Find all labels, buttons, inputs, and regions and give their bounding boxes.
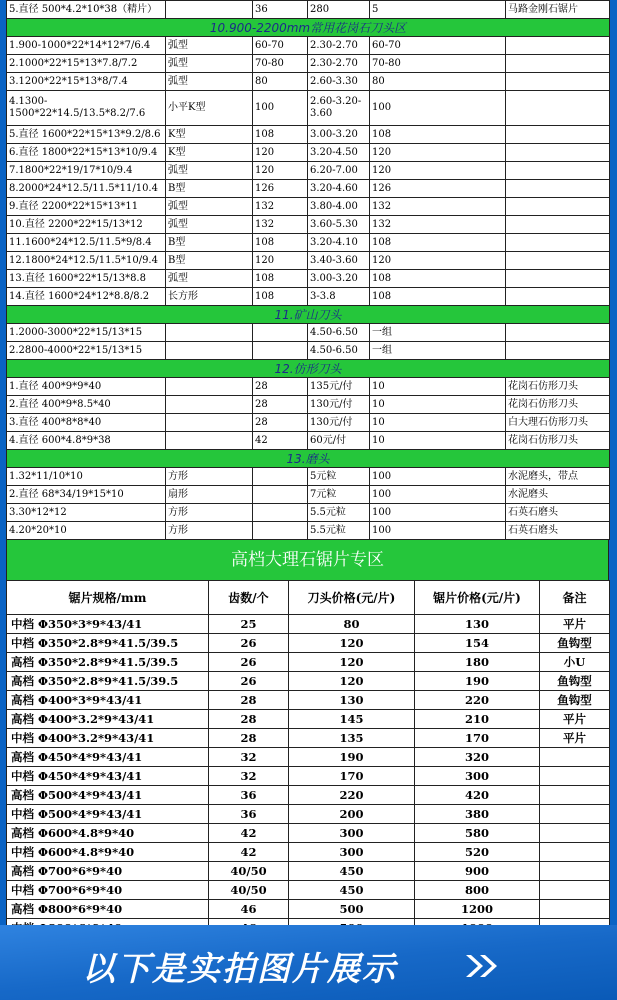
spec-cell: 3.1200*22*15*13*8/7.4 — [7, 73, 166, 91]
spec-row — [7, 37, 610, 55]
teeth-cell — [253, 342, 308, 360]
spec-cell: 2.直径 68*34/19*15*10 — [7, 486, 166, 504]
price-cell: 3.20-4.10 — [308, 234, 370, 252]
teeth-count: 46 — [209, 900, 289, 919]
teeth-count: 26 — [209, 634, 289, 653]
teeth-count: 36 — [209, 786, 289, 805]
type-cell: 长方形 — [166, 288, 253, 306]
teeth-cell: 126 — [253, 180, 308, 198]
segment-price: 145 — [289, 710, 415, 729]
type-cell: 方形 — [166, 522, 253, 540]
spec-row — [7, 342, 610, 360]
premium-row — [7, 805, 610, 824]
teeth-count: 32 — [209, 748, 289, 767]
note-cell — [506, 288, 610, 306]
spec-cell: 7.1800*22*19/17*10/9.4 — [7, 162, 166, 180]
segment-price: 220 — [289, 786, 415, 805]
remark: 平片 — [540, 729, 610, 748]
type-cell: B型 — [166, 252, 253, 270]
spec-row — [7, 324, 610, 342]
note-cell: 马路金刚石锯片 — [506, 1, 610, 19]
note-cell — [506, 126, 610, 144]
teeth-count: 28 — [209, 729, 289, 748]
type-cell: 方形 — [166, 468, 253, 486]
remark — [540, 881, 610, 900]
remark: 平片 — [540, 615, 610, 634]
remark: 小U — [540, 653, 610, 672]
spec-row — [7, 486, 610, 504]
teeth-count: 40/50 — [209, 881, 289, 900]
type-cell — [166, 396, 253, 414]
teeth-cell — [253, 504, 308, 522]
spec-row — [7, 198, 610, 216]
price-cell: 6.20-7.00 — [308, 162, 370, 180]
premium-row — [7, 862, 610, 881]
blade-price: 180 — [415, 653, 540, 672]
teeth-cell — [253, 486, 308, 504]
note-cell — [506, 91, 610, 126]
teeth-cell: 28 — [253, 414, 308, 432]
note-cell — [506, 55, 610, 73]
price-cell: 5元粒 — [308, 468, 370, 486]
segment-price: 450 — [289, 881, 415, 900]
spec-cell: 1.2000-3000*22*15/13*15 — [7, 324, 166, 342]
blade-spec: 高档 Φ700*6*9*40 — [7, 862, 209, 881]
section-header-row — [7, 306, 610, 324]
teeth-cell: 60-70 — [253, 37, 308, 55]
note-cell — [506, 324, 610, 342]
note-cell — [506, 252, 610, 270]
spec-row — [7, 216, 610, 234]
segment-price: 120 — [289, 672, 415, 691]
teeth-count: 36 — [209, 805, 289, 824]
type-cell: 弧型 — [166, 162, 253, 180]
price-cell: 135元/付 — [308, 378, 370, 396]
type-cell: 弧型 — [166, 216, 253, 234]
spec-row — [7, 55, 610, 73]
segment-price: 170 — [289, 767, 415, 786]
qty-cell: 120 — [370, 252, 506, 270]
segment-price: 135 — [289, 729, 415, 748]
teeth-cell — [253, 324, 308, 342]
premium-row — [7, 900, 610, 919]
price-cell: 2.30-2.70 — [308, 37, 370, 55]
type-cell: 弧型 — [166, 73, 253, 91]
qty-cell: 132 — [370, 216, 506, 234]
blade-spec: 高档 Φ800*6*9*40 — [7, 900, 209, 919]
qty-cell: 5 — [370, 1, 506, 19]
blade-spec: 高档 Φ450*4*9*43/41 — [7, 748, 209, 767]
note-cell: 水泥磨头 — [506, 486, 610, 504]
type-cell: 弧型 — [166, 270, 253, 288]
premium-zone-title: 高档大理石锯片专区 — [6, 540, 609, 580]
spec-row — [7, 270, 610, 288]
remark — [540, 748, 610, 767]
note-cell — [506, 162, 610, 180]
type-cell — [166, 414, 253, 432]
remark: 平片 — [540, 710, 610, 729]
qty-cell: 100 — [370, 522, 506, 540]
section-header-row — [7, 450, 610, 468]
premium-row — [7, 615, 610, 634]
teeth-count: 42 — [209, 843, 289, 862]
qty-cell: 70-80 — [370, 55, 506, 73]
spec-cell: 3.直径 400*8*8*40 — [7, 414, 166, 432]
header-spec: 锯片规格/mm — [7, 581, 209, 615]
type-cell — [166, 378, 253, 396]
qty-cell: 108 — [370, 126, 506, 144]
qty-cell: 120 — [370, 162, 506, 180]
premium-table — [6, 580, 610, 938]
price-cell: 3.00-3.20 — [308, 126, 370, 144]
note-cell: 花岗石仿形刀头 — [506, 378, 610, 396]
qty-cell: 132 — [370, 198, 506, 216]
qty-cell: 100 — [370, 468, 506, 486]
spec-cell: 10.直径 2200*22*15/13*12 — [7, 216, 166, 234]
remark — [540, 862, 610, 881]
spec-row — [7, 414, 610, 432]
note-cell: 石英石磨头 — [506, 522, 610, 540]
price-cell: 3-3.8 — [308, 288, 370, 306]
remark — [540, 843, 610, 862]
spec-row — [7, 288, 610, 306]
teeth-cell: 108 — [253, 234, 308, 252]
blade-price: 800 — [415, 881, 540, 900]
spec-row — [7, 234, 610, 252]
spec-cell: 4.1300-1500*22*14.5/13.5*8.2/7.6 — [7, 91, 166, 126]
price-cell: 2.30-2.70 — [308, 55, 370, 73]
segment-price: 80 — [289, 615, 415, 634]
spec-row — [7, 73, 610, 91]
price-cell: 280 — [308, 1, 370, 19]
remark — [540, 900, 610, 919]
premium-row — [7, 881, 610, 900]
qty-cell: 120 — [370, 144, 506, 162]
header-remark: 备注 — [540, 581, 610, 615]
price-cell: 3.40-3.60 — [308, 252, 370, 270]
note-cell — [506, 144, 610, 162]
price-cell: 2.60-3.30 — [308, 73, 370, 91]
spec-row — [7, 432, 610, 450]
blade-spec: 中档 Φ350*3*9*43/41 — [7, 615, 209, 634]
price-cell: 7元粒 — [308, 486, 370, 504]
segment-price: 200 — [289, 805, 415, 824]
header-blade-price: 锯片价格(元/片) — [415, 581, 540, 615]
blade-spec: 高档 Φ350*2.8*9*41.5/39.5 — [7, 653, 209, 672]
remark: 鱼钩型 — [540, 634, 610, 653]
qty-cell: 108 — [370, 288, 506, 306]
teeth-count: 25 — [209, 615, 289, 634]
note-cell — [506, 270, 610, 288]
qty-cell: 100 — [370, 486, 506, 504]
blade-spec: 高档 Φ400*3.2*9*43/41 — [7, 710, 209, 729]
spec-cell: 5.直径 1600*22*15*13*9.2/8.6 — [7, 126, 166, 144]
blade-price: 380 — [415, 805, 540, 824]
blade-price: 320 — [415, 748, 540, 767]
price-cell: 5.5元粒 — [308, 504, 370, 522]
price-cell: 3.00-3.20 — [308, 270, 370, 288]
header-teeth: 齿数/个 — [209, 581, 289, 615]
qty-cell: 10 — [370, 378, 506, 396]
teeth-cell: 108 — [253, 126, 308, 144]
qty-cell: 一组 — [370, 342, 506, 360]
spec-cell: 1.900-1000*22*14*12*7/6.4 — [7, 37, 166, 55]
segment-price: 130 — [289, 691, 415, 710]
blade-spec: 高档 Φ600*4.8*9*40 — [7, 824, 209, 843]
blade-spec: 高档 Φ500*4*9*43/41 — [7, 786, 209, 805]
blade-price: 300 — [415, 767, 540, 786]
price-cell: 2.60-3.20-3.60 — [308, 91, 370, 126]
spec-table — [6, 0, 610, 540]
type-cell: 小平K型 — [166, 91, 253, 126]
qty-cell: 一组 — [370, 324, 506, 342]
premium-row — [7, 767, 610, 786]
blade-price: 190 — [415, 672, 540, 691]
spec-cell: 9.直径 2200*22*15*13*11 — [7, 198, 166, 216]
blade-spec: 中档 Φ400*3.2*9*43/41 — [7, 729, 209, 748]
type-cell: B型 — [166, 234, 253, 252]
spec-row — [7, 91, 610, 126]
spec-cell: 5.直径 500*4.2*10*38（精片） — [7, 1, 166, 19]
premium-header-row — [7, 581, 610, 615]
premium-row — [7, 843, 610, 862]
remark — [540, 786, 610, 805]
header-segment-price: 刀头价格(元/片) — [289, 581, 415, 615]
section-title: 13.磨头 — [7, 450, 610, 468]
premium-row — [7, 672, 610, 691]
segment-price: 300 — [289, 843, 415, 862]
teeth-count: 40/50 — [209, 862, 289, 881]
blade-price: 220 — [415, 691, 540, 710]
premium-row — [7, 634, 610, 653]
blade-spec: 中档 Φ700*6*9*40 — [7, 881, 209, 900]
section-title: 12.仿形刀头 — [7, 360, 610, 378]
spec-cell: 11.1600*24*12.5/11.5*9/8.4 — [7, 234, 166, 252]
teeth-cell: 42 — [253, 432, 308, 450]
premium-row — [7, 748, 610, 767]
qty-cell: 108 — [370, 234, 506, 252]
remark — [540, 767, 610, 786]
teeth-count: 26 — [209, 672, 289, 691]
type-cell: 弧型 — [166, 198, 253, 216]
spec-cell: 13.直径 1600*22*15/13*8.8 — [7, 270, 166, 288]
price-cell: 60元/付 — [308, 432, 370, 450]
spec-row — [7, 396, 610, 414]
note-cell: 花岗石仿形刀头 — [506, 432, 610, 450]
section-title: 10.900-2200mm常用花岗石刀头区 — [7, 19, 610, 37]
type-cell: 弧型 — [166, 37, 253, 55]
teeth-cell: 132 — [253, 198, 308, 216]
type-cell — [166, 324, 253, 342]
blade-price: 580 — [415, 824, 540, 843]
segment-price: 450 — [289, 862, 415, 881]
section-title: 11.矿山刀头 — [7, 306, 610, 324]
spec-cell: 2.直径 400*9*8.5*40 — [7, 396, 166, 414]
type-cell: K型 — [166, 144, 253, 162]
spec-cell: 2.1000*22*15*13*7.8/7.2 — [7, 55, 166, 73]
teeth-count: 42 — [209, 824, 289, 843]
spec-row — [7, 1, 610, 19]
price-cell: 5.5元粒 — [308, 522, 370, 540]
remark — [540, 824, 610, 843]
premium-row — [7, 653, 610, 672]
price-cell: 130元/付 — [308, 414, 370, 432]
type-cell: K型 — [166, 126, 253, 144]
segment-price: 120 — [289, 653, 415, 672]
spec-cell: 6.直径 1800*22*15*13*10/9.4 — [7, 144, 166, 162]
note-cell — [506, 342, 610, 360]
price-cell: 3.20-4.60 — [308, 180, 370, 198]
qty-cell: 100 — [370, 504, 506, 522]
type-cell — [166, 1, 253, 19]
note-cell — [506, 216, 610, 234]
note-cell — [506, 234, 610, 252]
premium-row — [7, 691, 610, 710]
spec-row — [7, 252, 610, 270]
remark: 鱼钩型 — [540, 672, 610, 691]
spec-row — [7, 504, 610, 522]
premium-row — [7, 824, 610, 843]
price-cell: 3.60-5.30 — [308, 216, 370, 234]
qty-cell: 10 — [370, 396, 506, 414]
qty-cell: 10 — [370, 432, 506, 450]
spec-row — [7, 180, 610, 198]
double-chevron-right-icon — [462, 953, 502, 979]
segment-price: 120 — [289, 634, 415, 653]
teeth-cell: 28 — [253, 378, 308, 396]
qty-cell: 10 — [370, 414, 506, 432]
spec-row — [7, 126, 610, 144]
qty-cell: 108 — [370, 270, 506, 288]
footer-caption: 以下是实拍图片展示 — [82, 949, 397, 988]
price-cell: 4.50-6.50 — [308, 324, 370, 342]
blade-price: 520 — [415, 843, 540, 862]
teeth-cell: 36 — [253, 1, 308, 19]
spec-row — [7, 522, 610, 540]
teeth-cell: 70-80 — [253, 55, 308, 73]
premium-row — [7, 729, 610, 748]
remark — [540, 805, 610, 824]
footer-banner — [0, 925, 617, 1000]
spec-row — [7, 162, 610, 180]
segment-price: 500 — [289, 900, 415, 919]
qty-cell: 126 — [370, 180, 506, 198]
price-cell: 3.20-4.50 — [308, 144, 370, 162]
section-header-row — [7, 19, 610, 37]
spec-cell: 3.30*12*12 — [7, 504, 166, 522]
teeth-count: 28 — [209, 691, 289, 710]
teeth-cell: 132 — [253, 216, 308, 234]
type-cell: 方形 — [166, 504, 253, 522]
type-cell: B型 — [166, 180, 253, 198]
spec-row — [7, 378, 610, 396]
blade-price: 210 — [415, 710, 540, 729]
spec-cell: 8.2000*24*12.5/11.5*11/10.4 — [7, 180, 166, 198]
teeth-cell: 28 — [253, 396, 308, 414]
teeth-count: 26 — [209, 653, 289, 672]
spec-row — [7, 468, 610, 486]
teeth-cell: 108 — [253, 288, 308, 306]
spec-row — [7, 144, 610, 162]
price-cell: 3.80-4.00 — [308, 198, 370, 216]
note-cell: 石英石磨头 — [506, 504, 610, 522]
type-cell: 弧型 — [166, 55, 253, 73]
premium-row — [7, 786, 610, 805]
segment-price: 190 — [289, 748, 415, 767]
qty-cell: 60-70 — [370, 37, 506, 55]
qty-cell: 80 — [370, 73, 506, 91]
teeth-cell: 80 — [253, 73, 308, 91]
note-cell: 白大理石仿形刀头 — [506, 414, 610, 432]
spec-cell: 4.20*20*10 — [7, 522, 166, 540]
note-cell — [506, 180, 610, 198]
blade-price: 1200 — [415, 900, 540, 919]
remark: 鱼钩型 — [540, 691, 610, 710]
type-cell — [166, 432, 253, 450]
qty-cell: 100 — [370, 91, 506, 126]
teeth-count: 32 — [209, 767, 289, 786]
price-cell: 130元/付 — [308, 396, 370, 414]
spec-cell: 4.直径 600*4.8*9*38 — [7, 432, 166, 450]
spec-cell: 2.2800-4000*22*15/13*15 — [7, 342, 166, 360]
blade-spec: 高档 Φ350*2.8*9*41.5/39.5 — [7, 672, 209, 691]
teeth-cell: 120 — [253, 162, 308, 180]
segment-price: 300 — [289, 824, 415, 843]
note-cell: 花岗石仿形刀头 — [506, 396, 610, 414]
teeth-cell: 100 — [253, 91, 308, 126]
blade-spec: 中档 Φ350*2.8*9*41.5/39.5 — [7, 634, 209, 653]
note-cell — [506, 198, 610, 216]
spec-cell: 1.32*11/10*10 — [7, 468, 166, 486]
price-sheet — [6, 0, 609, 925]
note-cell: 水泥磨头，带点 — [506, 468, 610, 486]
blade-spec: 中档 Φ600*4.8*9*40 — [7, 843, 209, 862]
blade-price: 154 — [415, 634, 540, 653]
teeth-count: 28 — [209, 710, 289, 729]
blade-price: 420 — [415, 786, 540, 805]
teeth-cell: 120 — [253, 144, 308, 162]
teeth-cell — [253, 468, 308, 486]
blade-spec: 中档 Φ500*4*9*43/41 — [7, 805, 209, 824]
note-cell — [506, 37, 610, 55]
price-cell: 4.50-6.50 — [308, 342, 370, 360]
blade-price: 170 — [415, 729, 540, 748]
blade-price: 130 — [415, 615, 540, 634]
spec-cell: 14.直径 1600*24*12*8.8/8.2 — [7, 288, 166, 306]
spec-cell: 1.直径 400*9*9*40 — [7, 378, 166, 396]
note-cell — [506, 73, 610, 91]
spec-cell: 12.1800*24*12.5/11.5*10/9.4 — [7, 252, 166, 270]
blade-spec: 中档 Φ450*4*9*43/41 — [7, 767, 209, 786]
teeth-cell: 108 — [253, 270, 308, 288]
type-cell — [166, 342, 253, 360]
type-cell: 扇形 — [166, 486, 253, 504]
blade-price: 900 — [415, 862, 540, 881]
teeth-cell — [253, 522, 308, 540]
premium-row — [7, 710, 610, 729]
section-header-row — [7, 360, 610, 378]
teeth-cell: 120 — [253, 252, 308, 270]
blade-spec: 高档 Φ400*3*9*43/41 — [7, 691, 209, 710]
